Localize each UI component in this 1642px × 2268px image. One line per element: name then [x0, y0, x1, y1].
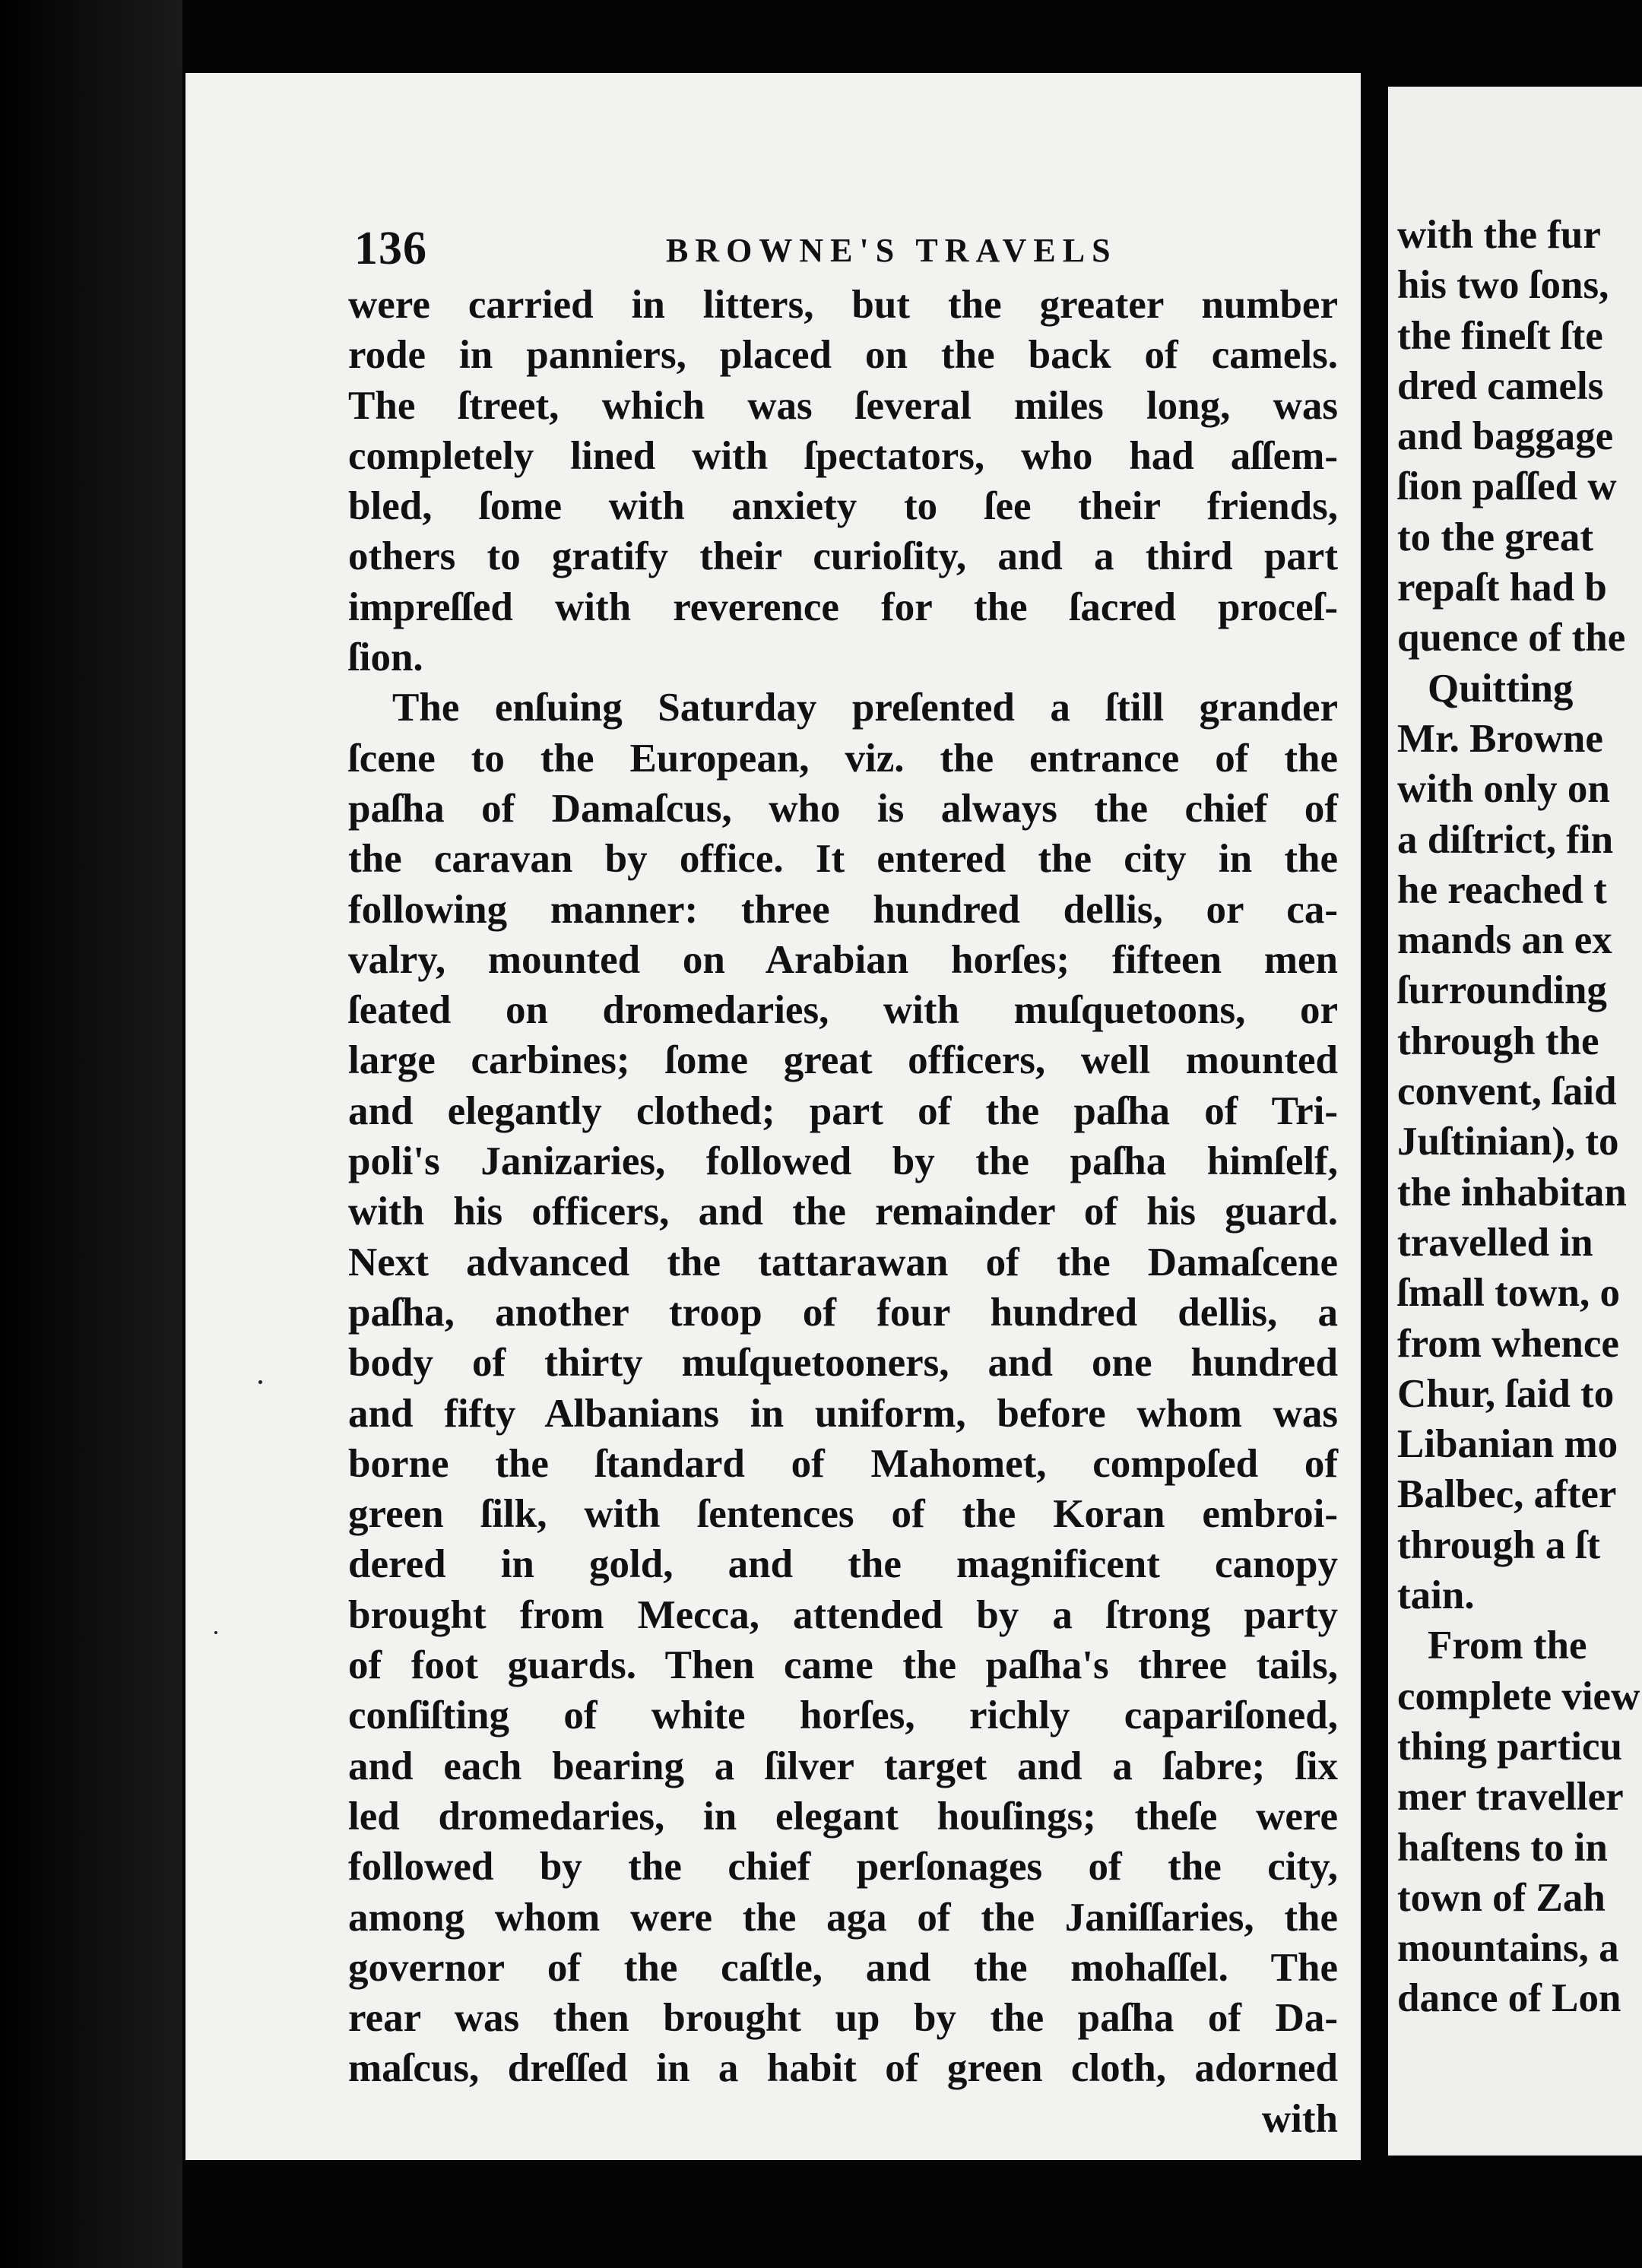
text-line: Quitting — [1428, 666, 1574, 711]
left-page — [185, 73, 1361, 2160]
text-line: ſion. — [348, 635, 423, 680]
text-line: completely lined with ſpectators, who had aſſem- — [348, 433, 1338, 478]
text-line: Next advanced the tattarawan of the Damaſcene — [348, 1240, 1338, 1284]
text-line: quence of the — [1397, 616, 1626, 660]
text-line: through the — [1397, 1018, 1599, 1063]
running-head — [354, 222, 1315, 272]
text-line: dance of Lon — [1397, 1976, 1621, 2021]
text-line: the fineſt ſte — [1397, 313, 1603, 358]
text-line: large carbines; ſome great officers, well mounted — [348, 1038, 1338, 1083]
text-line: and each bearing a ſilver target and a ſabre; ſix — [348, 1744, 1338, 1788]
text-line: the inhabitan — [1397, 1170, 1627, 1215]
text-line: Juſtinian), to — [1397, 1120, 1619, 1164]
text-line: repaſt had b — [1397, 565, 1607, 610]
text-line: dred camels — [1397, 363, 1604, 408]
text-line: with the fur — [1397, 213, 1601, 257]
text-line: and baggage — [1397, 414, 1614, 459]
text-line: and elegantly clothed; part of the paſha of Tri- — [348, 1088, 1338, 1133]
text-line: mountains, a — [1397, 1926, 1619, 1971]
ink-speck — [214, 1631, 217, 1634]
text-line: complete view — [1397, 1674, 1640, 1718]
text-line: The enſuing Saturday preſented a ſtill grander — [392, 686, 1338, 730]
text-line: Chur, ſaid to — [1397, 1371, 1615, 1416]
catchword: with — [1261, 2096, 1338, 2141]
body-text — [348, 280, 1338, 2144]
text-line: rode in panniers, placed on the back of camels. — [348, 333, 1338, 378]
text-line: among whom were the aga of the Janiſſaries, the — [348, 1895, 1338, 1940]
text-line: his two ſons, — [1397, 263, 1609, 308]
text-line: and fifty Albanians in uniform, before whom was — [348, 1391, 1338, 1436]
text-line: valry, mounted on Arabian horſes; fifteen men — [348, 937, 1338, 982]
ink-speck — [258, 1380, 262, 1384]
text-line: dered in gold, and the magnificent canopy — [348, 1542, 1338, 1587]
text-line: led dromedaries, in elegant houſings; theſe were — [348, 1794, 1338, 1839]
text-line: ſmall town, o — [1397, 1271, 1620, 1316]
text-line: with only on — [1397, 767, 1610, 812]
text-line: Libanian mo — [1397, 1422, 1618, 1467]
text-line: brought from Mecca, attended by a ſtrong party — [348, 1592, 1338, 1637]
text-line: Balbec, after — [1397, 1472, 1617, 1517]
text-line: borne the ſtandard of Mahomet, compoſed of — [348, 1441, 1338, 1486]
text-line: paſha of Damaſcus, who is always the chief of — [348, 786, 1338, 831]
right-page-text — [1397, 210, 1642, 2024]
text-line: paſha, another troop of four hundred dellis, a — [348, 1290, 1338, 1335]
text-line: bled, ſome with anxiety to ſee their friends, — [348, 484, 1338, 529]
text-line: The ſtreet, which was ſeveral miles long, was — [348, 383, 1338, 428]
text-line: maſcus, dreſſed in a habit of green cloth, adorned — [348, 2046, 1338, 2091]
text-line: governor of the caſtle, and the mohaſſel. The — [348, 1945, 1338, 1990]
text-line: a diſtrict, fin — [1397, 817, 1614, 862]
text-line: green ſilk, with ſentences of the Koran embroi- — [348, 1492, 1338, 1537]
text-line: from whence — [1397, 1321, 1619, 1366]
scan-background — [0, 0, 182, 2268]
text-line: with his officers, and the remainder of his guard. — [348, 1189, 1338, 1234]
text-line: ſion paſſed w — [1397, 464, 1617, 509]
text-line: he reached t — [1397, 867, 1607, 912]
text-line: From the — [1428, 1623, 1587, 1668]
text-line: ſcene to the European, viz. the entrance of the — [348, 736, 1338, 781]
text-line: Mr. Browne — [1397, 716, 1603, 761]
text-line: to the great — [1397, 515, 1594, 559]
text-line: conſiſting of white horſes, richly capariſoned, — [348, 1693, 1338, 1738]
text-line: mands an ex — [1397, 918, 1612, 963]
text-line: impreſſed with reverence for the ſacred proceſ- — [348, 584, 1338, 629]
text-line: followed by the chief perſonages of the city, — [348, 1845, 1338, 1889]
text-line: poli's Janizaries, followed by the paſha himſelf, — [348, 1139, 1338, 1184]
text-line: haſtens to in — [1397, 1825, 1608, 1870]
text-line: ſeated on dromedaries, with muſquetoons, or — [348, 988, 1338, 1033]
text-line: convent, ſaid — [1397, 1069, 1617, 1114]
text-line: tain. — [1397, 1573, 1475, 1618]
text-line: were carried in litters, but the greater number — [348, 283, 1338, 327]
text-line: others to gratify their curioſity, and a third part — [348, 534, 1338, 579]
text-line: through a ſt — [1397, 1522, 1601, 1567]
text-line: the caravan by office. It entered the city in the — [348, 837, 1338, 882]
text-line: following manner: three hundred dellis, or ca- — [348, 887, 1338, 932]
text-line: rear was then brought up by the paſha of Da- — [348, 1996, 1338, 2041]
text-line: ſurrounding — [1397, 968, 1607, 1013]
text-line: mer traveller — [1397, 1775, 1624, 1820]
text-line: of foot guards. Then came the paſha's three tails, — [348, 1643, 1338, 1688]
text-line: town of Zah — [1397, 1875, 1606, 1920]
text-line: body of thirty muſquetooners, and one hundred — [348, 1341, 1338, 1386]
running-title: BROWNE'S TRAVELS — [666, 232, 1117, 269]
text-line: travelled in — [1397, 1220, 1593, 1265]
right-page — [1388, 87, 1642, 2156]
text-line: thing particu — [1397, 1724, 1622, 1769]
page-number: 136 — [354, 223, 427, 274]
